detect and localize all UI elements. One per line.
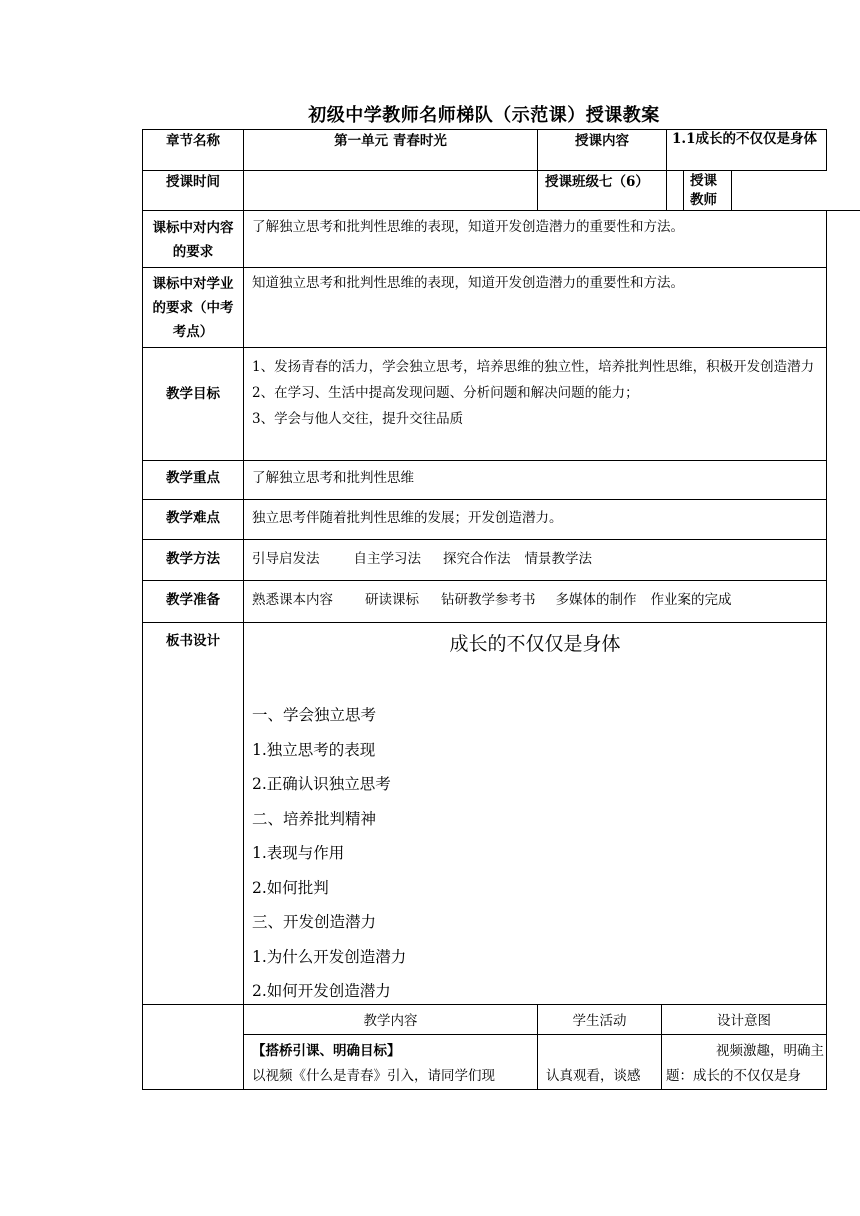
goals-label: 教学目标 [166, 386, 220, 402]
method-item: 自主学习法 [353, 551, 421, 567]
teacher-label: 授课教师 [690, 173, 717, 208]
method-item: 引导启发法 [252, 551, 320, 567]
col-header-intent: 设计意图 [717, 1013, 771, 1029]
difficulty-value: 独立思考伴随着批判性思维的发展；开发创造潜力。 [252, 510, 563, 526]
content-label: 授课内容 [575, 133, 629, 149]
board-title: 成长的不仅仅是身体 [449, 633, 621, 655]
chapter-label: 章节名称 [166, 133, 220, 149]
prep-item: 作业案的完成 [650, 592, 732, 608]
method-item: 探究合作法 [443, 551, 511, 567]
method-item: 情景教学法 [524, 551, 592, 567]
activity-text: 认真观看，谈感 [546, 1068, 641, 1084]
req-study-label: 课标中对学业的要求（中考考点） [152, 276, 234, 340]
content-value: 1.1成长的不仅仅是身体 [672, 131, 817, 147]
method-list [252, 549, 824, 569]
goals-list [252, 354, 824, 432]
board-line: 一、学会独立思考 [252, 706, 377, 724]
intent-text-2: 题：成长的不仅仅是身 [666, 1068, 801, 1084]
focus-label: 教学重点 [166, 470, 220, 486]
req-study-value: 知道独立思考和批判性思维的表现，知道开发创造潜力的重要性和方法。 [252, 275, 684, 291]
prep-list [252, 590, 824, 610]
intent-text-1: 视频激趣，明确主 [716, 1043, 824, 1059]
section-title: 【搭桥引课、明确目标】 [252, 1043, 401, 1059]
focus-value: 了解独立思考和批判性思维 [252, 470, 414, 486]
req-content-value: 了解独立思考和批判性思维的表现，知道开发创造潜力的重要性和方法。 [252, 219, 684, 235]
board-line: 1.独立思考的表现 [252, 741, 376, 759]
difficulty-label: 教学难点 [166, 510, 220, 526]
method-label: 教学方法 [166, 551, 220, 567]
board-line: 2.正确认识独立思考 [252, 775, 391, 793]
class-label: 授课班级七（6） [545, 174, 649, 190]
board-line: 1.表现与作用 [252, 844, 345, 862]
goal-item: 3、学会与他人交往，提升交往品质 [252, 411, 464, 427]
board-label: 板书设计 [166, 633, 220, 649]
board-line: 三、开发创造潜力 [252, 913, 377, 931]
board-line: 二、培养批判精神 [252, 810, 377, 828]
prep-label: 教学准备 [166, 592, 220, 608]
req-content-label: 课标中对内容的要求 [152, 220, 234, 260]
chapter-value: 第一单元 青春时光 [334, 133, 447, 149]
document-title: 初级中学教师名师梯队（示范课）授课教案 [308, 105, 660, 126]
time-label: 授课时间 [166, 174, 220, 190]
prep-item: 多媒体的制作 [555, 592, 637, 608]
board-line: 2.如何开发创造潜力 [252, 982, 391, 1000]
goal-item: 1、发扬青春的活力，学会独立思考，培养思维的独立性，培养批判性思维，积极开发创造潜力 [252, 359, 815, 375]
col-header-content: 教学内容 [363, 1013, 418, 1029]
prep-item: 熟悉课本内容 [252, 592, 333, 608]
goal-item: 2、在学习、生活中提高发现问题、分析问题和解决问题的能力； [252, 385, 639, 401]
prep-item: 钻研教学参考书 [441, 592, 536, 608]
prep-item: 研读课标 [365, 592, 419, 608]
content-text: 以视频《什么是青春》引入，请同学们现 [252, 1068, 495, 1084]
col-header-activity: 学生活动 [572, 1013, 627, 1029]
board-line: 1.为什么开发创造潜力 [252, 948, 407, 966]
board-line: 2.如何批判 [252, 879, 329, 897]
